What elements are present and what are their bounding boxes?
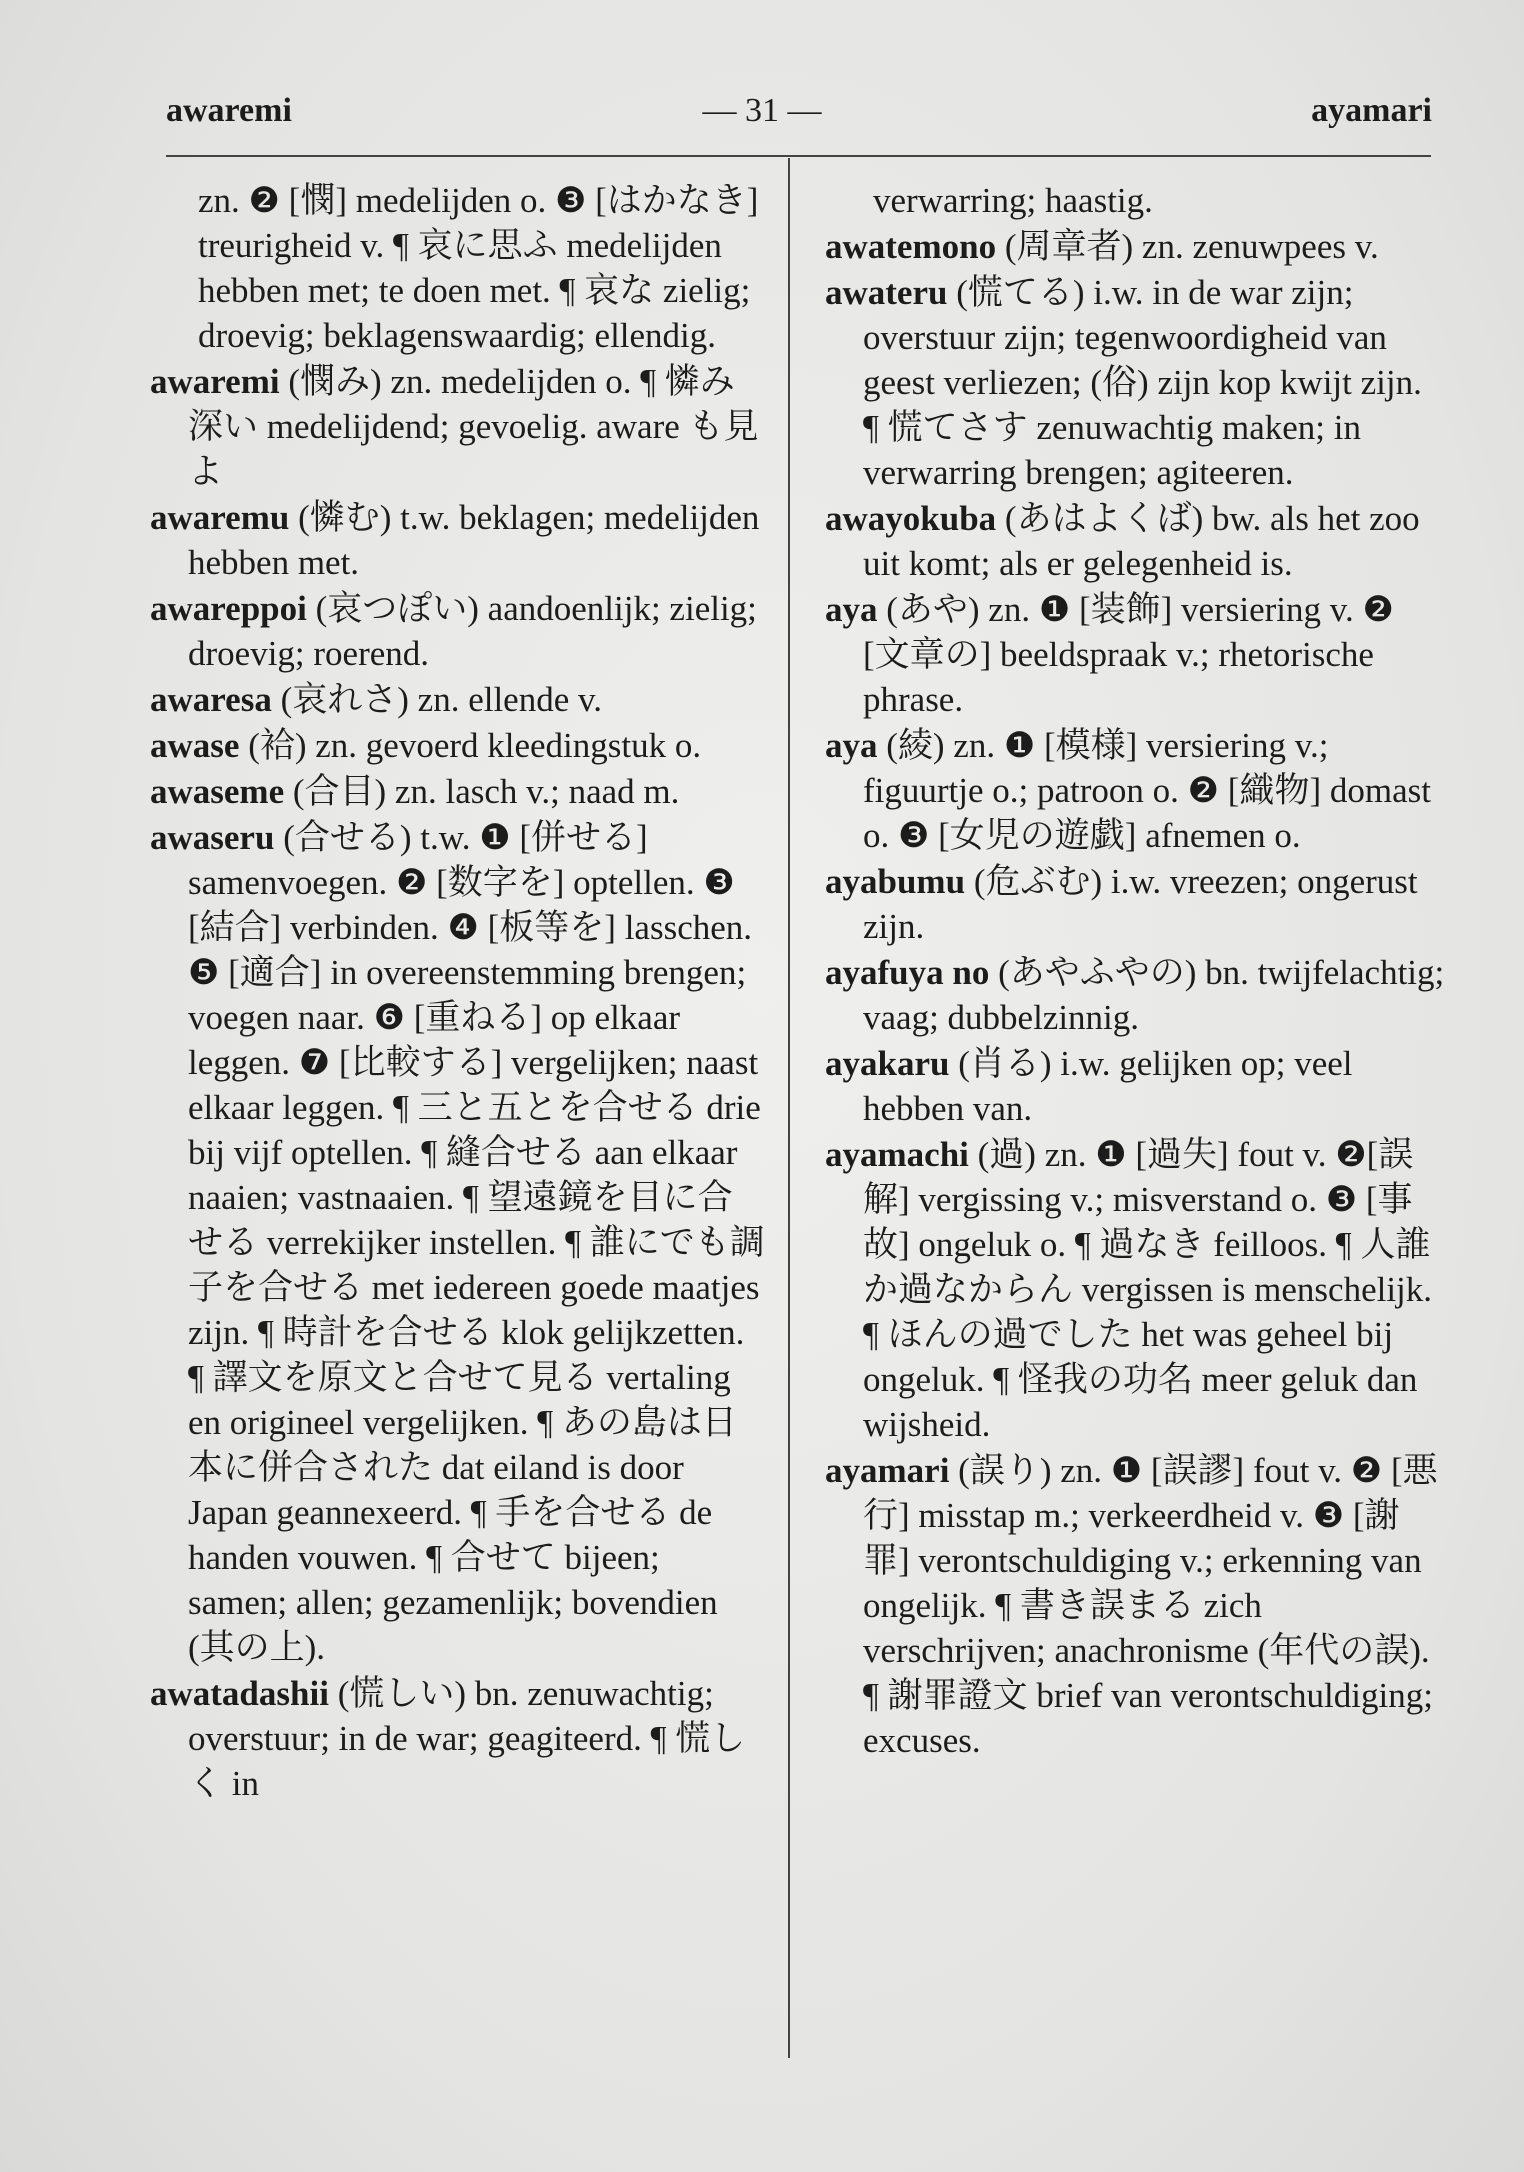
left-guide-word: awaremi xyxy=(166,92,292,129)
entry-definition: (慌しい) bn. zenuwachtig; overstuur; in de war; geagiteerd. ¶ 慌しく in xyxy=(188,1674,746,1803)
entry-definition: (合せる) t.w. ❶ [併せる] samenvoegen. ❷ [数字を] optellen. ❸ [結合] verbinden. ❹ [板等を] lasschen. ❺ [適合] in overeenstemming brengen; voegen naar. ❻ [重ねる] op elkaar leggen. ❼ [比較する] vergelijken; naast elkaar leggen. ¶ 三と五とを合せる drie bij vijf optellen. ¶ 縫合せる aan elkaar naaien; vastnaaien. ¶ 望遠鏡を目に合せる verrekijker instellen. ¶ 誰にでも調子を合せる met iedereen goede maatjes zijn. ¶ 時計を合せる klok gelijkzetten. ¶ 譯文を原文と合せて見る vertaling en origineel vergelijken. ¶ あの島は日本に併合された dat eiland is door Japan geannexeerd. ¶ 手を合せる de handen vouwen. ¶ 合せて bijeen; samen; allen; gezamenlijk; bovendien (其の上). xyxy=(188,818,765,1667)
entry-headword: ayamari xyxy=(825,1451,950,1490)
dictionary-entry xyxy=(150,677,765,722)
dictionary-entry xyxy=(150,586,765,676)
dictionary-entry xyxy=(825,950,1445,1040)
entry-definition: (過) zn. ❶ [過失] fout v. ❷[誤解] vergissing v.; misverstand o. ❸ [事故] ongeluk o. ¶ 過なき feilloos. ¶ 人誰か過なからん vergissen is menschelijk. ¶ ほんの過でした het was geheel bij ongeluk. ¶ 怪我の功名 meer geluk dan wijsheid. xyxy=(863,1135,1433,1444)
entry-headword: awayokuba xyxy=(825,499,997,538)
entry-definition: (綾) zn. ❶ [模様] versiering v.; figuurtje o.; patroon o. ❷ [織物] domast o. ❸ [女児の遊戯] afnemen o. xyxy=(863,726,1431,855)
entry-definition: (慌てる) i.w. in de war zijn; overstuur zijn; tegenwoordigheid van geest verliezen; (俗) zijn kop kwijt zijn. ¶ 慌てさす zenuwachtig maken; in verwarring brengen; agiteeren. xyxy=(863,273,1422,492)
entry-headword: awatadashii xyxy=(150,1674,329,1713)
entry-definition: (あや) zn. ❶ [装飾] versiering v. ❷ [文章の] beeldspraak v.; rhetorische phrase. xyxy=(863,590,1394,719)
entry-headword: ayabumu xyxy=(825,862,966,901)
dictionary-entry xyxy=(150,723,765,768)
dictionary-entry xyxy=(150,1671,765,1806)
dictionary-entry xyxy=(825,270,1445,495)
dictionary-entry xyxy=(150,815,765,1670)
dictionary-entry xyxy=(150,495,765,585)
entry-definition: (危ぶむ) i.w. vreezen; ongerust zijn. xyxy=(863,862,1418,946)
dictionary-entry xyxy=(150,769,765,814)
left-column xyxy=(150,178,765,1807)
entry-headword: awaresa xyxy=(150,680,272,719)
entry-headword: awase xyxy=(150,726,240,765)
entry-definition: (肖る) i.w. gelijken op; veel hebben van. xyxy=(863,1044,1353,1128)
column-divider xyxy=(788,158,790,2058)
dictionary-entry xyxy=(825,1041,1445,1131)
entry-definition: (あやふやの) bn. twijfelachtig; vaag; dubbelzinnig. xyxy=(863,953,1445,1037)
entry-headword: ayakaru xyxy=(825,1044,950,1083)
entry-headword: awateru xyxy=(825,273,948,312)
dictionary-entry xyxy=(150,359,765,494)
entry-headword: awaseme xyxy=(150,772,285,811)
entry-definition: (憫み) zn. medelijden o. ¶ 憐み深い medelijdend; gevoelig. aware も見よ xyxy=(188,362,759,491)
entry-definition: (哀つぽい) aandoenlijk; zielig; droevig; roerend. xyxy=(188,589,757,673)
dictionary-entry xyxy=(825,224,1445,269)
entry-headword: ayafuya no xyxy=(825,953,990,992)
entry-headword: aya xyxy=(825,726,878,765)
right-column xyxy=(825,178,1445,1764)
entry-headword: awaremi xyxy=(150,362,280,401)
right-guide-word: ayamari xyxy=(1311,92,1432,129)
header-rule xyxy=(166,155,1431,157)
entry-headword: ayamachi xyxy=(825,1135,969,1174)
page-number: — 31 — xyxy=(702,92,822,129)
dictionary-entry xyxy=(825,1448,1445,1763)
dictionary-entry xyxy=(825,859,1445,949)
dictionary-entry xyxy=(825,587,1445,722)
entry-definition: (あはよくば) bw. als het zoo uit komt; als er gelegenheid is. xyxy=(863,499,1420,583)
dictionary-entry xyxy=(825,1132,1445,1447)
entry-definition: (周章者) zn. zenuwpees v. xyxy=(1004,227,1379,266)
entry-definition: verwarring; haastig. xyxy=(873,181,1153,220)
dictionary-entry xyxy=(150,178,765,358)
dictionary-entry xyxy=(825,723,1445,858)
entry-definition: (合目) zn. lasch v.; naad m. xyxy=(292,772,680,811)
dictionary-entry xyxy=(825,496,1445,586)
dictionary-entry xyxy=(825,178,1445,223)
entry-definition: (誤り) zn. ❶ [誤謬] fout v. ❷ [悪行] misstap m.; verkeerdheid v. ❸ [謝罪] verontschuldiging v.; erkenning van ongelijk. ¶ 書き誤まる zich verschrijven; anachronisme (年代の誤). ¶ 謝罪證文 brief van verontschuldiging; excuses. xyxy=(863,1451,1438,1760)
entry-headword: awatemono xyxy=(825,227,997,266)
entry-headword: awareppoi xyxy=(150,589,307,628)
entry-headword: awaseru xyxy=(150,818,275,857)
entry-definition: zn. ❷ [憫] medelijden o. ❸ [はかなき] treurigheid v. ¶ 哀に思ふ medelijden hebben met; te doen met. ¶ 哀な zielig; droevig; beklagenswaardig; ellendig. xyxy=(198,181,759,355)
entry-definition: (哀れさ) zn. ellende v. xyxy=(280,680,602,719)
entry-headword: awaremu xyxy=(150,498,290,537)
entry-definition: (袷) zn. gevoerd kleedingstuk o. xyxy=(248,726,702,765)
entry-headword: aya xyxy=(825,590,878,629)
entry-definition: (憐む) t.w. beklagen; medelijden hebben met. xyxy=(188,498,760,582)
